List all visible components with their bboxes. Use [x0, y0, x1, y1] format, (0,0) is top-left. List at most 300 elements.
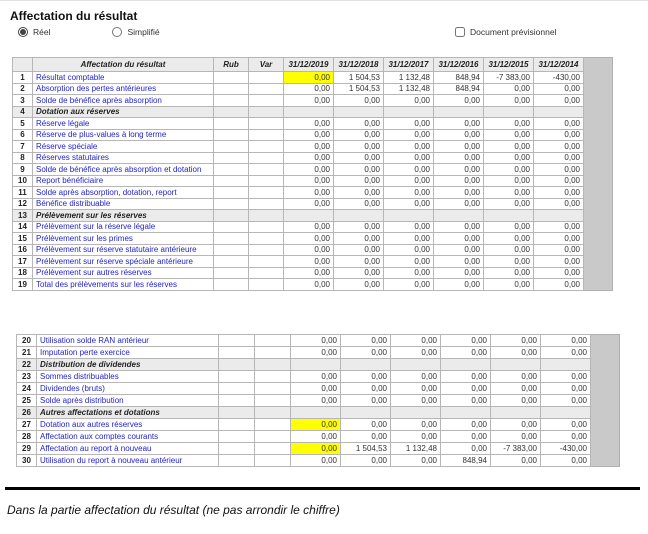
- value-cell[interactable]: 0,00: [441, 383, 491, 395]
- value-cell[interactable]: 0,00: [284, 244, 334, 256]
- value-cell[interactable]: 0,00: [541, 371, 591, 383]
- value-cell[interactable]: 0,00: [384, 129, 434, 141]
- value-cell[interactable]: 0,00: [291, 431, 341, 443]
- table-row: [13, 175, 584, 187]
- value-cell[interactable]: 0,00: [384, 267, 434, 279]
- var-cell[interactable]: [249, 152, 284, 164]
- value-cell[interactable]: 0,00: [491, 419, 541, 431]
- var-cell[interactable]: [255, 383, 291, 395]
- value-cell[interactable]: 0,00: [491, 335, 541, 347]
- value-cell[interactable]: 0,00: [291, 335, 341, 347]
- value-cell[interactable]: 0,00: [484, 198, 534, 210]
- table-row: [13, 164, 584, 176]
- value-cell[interactable]: 0,00: [384, 175, 434, 187]
- rub-cell[interactable]: [219, 335, 255, 347]
- var-cell[interactable]: [249, 198, 284, 210]
- allocation-table-lower-wrap: [16, 334, 620, 467]
- row-label: Absorption des pertes antérieures: [33, 83, 214, 95]
- value-cell[interactable]: 0,00: [434, 152, 484, 164]
- var-cell[interactable]: [249, 83, 284, 95]
- rub-cell[interactable]: [219, 443, 255, 455]
- radio-reel-input[interactable]: [18, 27, 28, 37]
- value-cell[interactable]: 0,00: [434, 129, 484, 141]
- allocation-table-upper: [12, 57, 584, 291]
- rub-cell[interactable]: [214, 244, 249, 256]
- value-cell[interactable]: 0,00: [534, 129, 584, 141]
- value-cell[interactable]: 0,00: [284, 267, 334, 279]
- value-cell[interactable]: 0,00: [334, 187, 384, 199]
- value-cell: [534, 106, 584, 118]
- value-cell[interactable]: 0,00: [284, 256, 334, 268]
- value-cell[interactable]: 0,00: [441, 431, 491, 443]
- table-row: [13, 256, 584, 268]
- value-cell[interactable]: 0,00: [391, 371, 441, 383]
- var-cell[interactable]: [249, 141, 284, 153]
- value-cell[interactable]: 848,94: [434, 83, 484, 95]
- var-cell[interactable]: [249, 279, 284, 291]
- value-cell[interactable]: 0,00: [441, 419, 491, 431]
- value-cell[interactable]: 0,00: [441, 347, 491, 359]
- row-number: 29: [17, 443, 37, 455]
- value-cell[interactable]: 0,00: [541, 383, 591, 395]
- value-cell[interactable]: 0,00: [284, 198, 334, 210]
- var-cell[interactable]: [249, 233, 284, 245]
- value-cell[interactable]: 0,00: [484, 279, 534, 291]
- value-cell[interactable]: 0,00: [284, 83, 334, 95]
- rub-cell[interactable]: [219, 371, 255, 383]
- var-cell[interactable]: [249, 267, 284, 279]
- value-cell[interactable]: 848,94: [441, 455, 491, 467]
- value-cell[interactable]: 0,00: [384, 95, 434, 107]
- value-cell: [484, 106, 534, 118]
- value-cell[interactable]: 0,00: [284, 279, 334, 291]
- value-cell[interactable]: -430,00: [534, 72, 584, 84]
- table-row: [13, 244, 584, 256]
- table-row: [13, 221, 584, 233]
- row-number: 28: [17, 431, 37, 443]
- value-cell: [491, 407, 541, 419]
- value-cell[interactable]: 0,00: [384, 152, 434, 164]
- table-right-gutter: [591, 334, 620, 467]
- value-cell[interactable]: 0,00: [534, 244, 584, 256]
- row-number: 18: [13, 267, 33, 279]
- value-cell[interactable]: 0,00: [534, 95, 584, 107]
- page-title: Affectation du résultat: [10, 9, 138, 23]
- var-cell[interactable]: [249, 187, 284, 199]
- value-cell: [441, 359, 491, 371]
- value-cell[interactable]: 0,00: [284, 95, 334, 107]
- var-cell: [255, 359, 291, 371]
- table-row: [13, 198, 584, 210]
- value-cell[interactable]: 0,00: [541, 455, 591, 467]
- value-cell[interactable]: 0,00: [484, 83, 534, 95]
- value-cell[interactable]: 0,00: [341, 455, 391, 467]
- value-cell[interactable]: 0,00: [291, 347, 341, 359]
- var-column-header: Var: [249, 58, 284, 72]
- value-cell[interactable]: 0,00: [284, 129, 334, 141]
- row-number: 30: [17, 455, 37, 467]
- value-cell[interactable]: 0,00: [291, 455, 341, 467]
- value-cell[interactable]: 0,00: [434, 279, 484, 291]
- value-cell[interactable]: 0,00: [434, 164, 484, 176]
- rub-cell[interactable]: [214, 221, 249, 233]
- rub-cell[interactable]: [219, 419, 255, 431]
- value-cell[interactable]: 0,00: [534, 164, 584, 176]
- value-cell[interactable]: 0,00: [434, 267, 484, 279]
- value-cell: [434, 106, 484, 118]
- row-label: Prélèvement sur réserve spéciale antérieure: [33, 256, 214, 268]
- value-cell[interactable]: 0,00: [384, 233, 434, 245]
- value-cell[interactable]: 0,00: [434, 187, 484, 199]
- table-right-gutter: [584, 57, 613, 291]
- year-header-2015: 31/12/2015: [484, 58, 534, 72]
- row-number: 22: [17, 359, 37, 371]
- value-cell[interactable]: 0,00: [484, 175, 534, 187]
- table-row: [13, 95, 584, 107]
- row-label: Prélèvement sur les réserves: [33, 210, 214, 222]
- value-cell[interactable]: 1 132,48: [391, 443, 441, 455]
- value-cell[interactable]: 0,00: [534, 141, 584, 153]
- value-cell[interactable]: 0,00: [391, 335, 441, 347]
- value-cell[interactable]: 0,00: [484, 129, 534, 141]
- value-cell[interactable]: -7 383,00: [484, 72, 534, 84]
- value-cell[interactable]: 0,00: [484, 187, 534, 199]
- var-cell[interactable]: [255, 347, 291, 359]
- value-cell[interactable]: 0,00: [484, 267, 534, 279]
- rub-cell[interactable]: [214, 141, 249, 153]
- value-cell[interactable]: 0,00: [534, 198, 584, 210]
- value-cell[interactable]: 0,00: [341, 335, 391, 347]
- var-cell[interactable]: [255, 443, 291, 455]
- value-cell-highlighted[interactable]: 0,00: [284, 72, 334, 84]
- value-cell[interactable]: 0,00: [484, 141, 534, 153]
- radio-simplifie[interactable]: [112, 27, 159, 37]
- var-cell[interactable]: [255, 431, 291, 443]
- radio-reel-label: Réel: [33, 27, 51, 37]
- value-cell[interactable]: 0,00: [484, 221, 534, 233]
- var-cell[interactable]: [255, 371, 291, 383]
- row-number: 1: [13, 72, 33, 84]
- rub-cell[interactable]: [214, 152, 249, 164]
- value-cell[interactable]: 0,00: [541, 347, 591, 359]
- table-row: [13, 279, 584, 291]
- value-cell[interactable]: 0,00: [334, 256, 384, 268]
- value-cell: [284, 210, 334, 222]
- value-cell[interactable]: 0,00: [284, 164, 334, 176]
- value-cell[interactable]: 0,00: [534, 279, 584, 291]
- value-cell[interactable]: 0,00: [534, 175, 584, 187]
- value-cell[interactable]: -7 383,00: [491, 443, 541, 455]
- value-cell[interactable]: 0,00: [334, 221, 384, 233]
- value-cell[interactable]: 0,00: [541, 335, 591, 347]
- section-row: [13, 106, 584, 118]
- value-cell: [391, 407, 441, 419]
- var-cell[interactable]: [255, 455, 291, 467]
- var-cell[interactable]: [249, 95, 284, 107]
- var-cell[interactable]: [255, 395, 291, 407]
- value-cell[interactable]: 1 504,53: [334, 72, 384, 84]
- value-cell[interactable]: 0,00: [334, 118, 384, 130]
- table-row: [17, 431, 591, 443]
- row-label: Réserve spéciale: [33, 141, 214, 153]
- value-cell[interactable]: 0,00: [384, 221, 434, 233]
- value-cell[interactable]: 0,00: [534, 152, 584, 164]
- value-cell[interactable]: -430,00: [541, 443, 591, 455]
- rub-cell[interactable]: [214, 279, 249, 291]
- value-cell[interactable]: 1 504,53: [334, 83, 384, 95]
- value-cell[interactable]: 0,00: [291, 395, 341, 407]
- value-cell[interactable]: 0,00: [491, 347, 541, 359]
- var-cell: [249, 210, 284, 222]
- rub-cell[interactable]: [214, 175, 249, 187]
- table-row: [17, 335, 591, 347]
- var-cell[interactable]: [249, 118, 284, 130]
- value-cell[interactable]: 0,00: [534, 187, 584, 199]
- mode-radio-group: [18, 27, 160, 37]
- row-label: Report bénéficiaire: [33, 175, 214, 187]
- value-cell[interactable]: 0,00: [484, 164, 534, 176]
- rub-cell[interactable]: [214, 233, 249, 245]
- value-cell: [334, 210, 384, 222]
- value-cell[interactable]: 0,00: [341, 383, 391, 395]
- value-cell[interactable]: 0,00: [534, 267, 584, 279]
- value-cell[interactable]: 0,00: [391, 395, 441, 407]
- value-cell[interactable]: 1 504,53: [341, 443, 391, 455]
- value-cell[interactable]: 0,00: [534, 256, 584, 268]
- value-cell-highlighted[interactable]: 0,00: [291, 419, 341, 431]
- row-number: 23: [17, 371, 37, 383]
- value-cell[interactable]: 0,00: [441, 371, 491, 383]
- value-cell[interactable]: 0,00: [491, 455, 541, 467]
- var-cell[interactable]: [249, 129, 284, 141]
- row-label: Réserve légale: [33, 118, 214, 130]
- rub-cell[interactable]: [219, 431, 255, 443]
- value-cell[interactable]: 0,00: [334, 152, 384, 164]
- row-label: Utilisation du report à nouveau antérieur: [37, 455, 219, 467]
- value-cell[interactable]: 0,00: [391, 347, 441, 359]
- value-cell[interactable]: 0,00: [284, 118, 334, 130]
- value-cell[interactable]: 0,00: [534, 83, 584, 95]
- value-cell[interactable]: 0,00: [541, 395, 591, 407]
- corner-header: [13, 58, 33, 72]
- rub-cell[interactable]: [214, 187, 249, 199]
- value-cell[interactable]: 0,00: [284, 175, 334, 187]
- row-label: Total des prélèvements sur les réserves: [33, 279, 214, 291]
- value-cell[interactable]: 0,00: [491, 371, 541, 383]
- radio-reel[interactable]: [18, 27, 50, 37]
- var-cell[interactable]: [255, 419, 291, 431]
- row-number: 17: [13, 256, 33, 268]
- row-number: 25: [17, 395, 37, 407]
- value-cell[interactable]: 0,00: [284, 233, 334, 245]
- value-cell[interactable]: 0,00: [484, 118, 534, 130]
- row-label: Autres affectations et dotations: [37, 407, 219, 419]
- row-number: 21: [17, 347, 37, 359]
- rub-cell: [219, 407, 255, 419]
- var-cell[interactable]: [249, 221, 284, 233]
- value-cell[interactable]: 0,00: [391, 431, 441, 443]
- value-cell[interactable]: 0,00: [341, 395, 391, 407]
- rub-cell[interactable]: [214, 198, 249, 210]
- value-cell[interactable]: 0,00: [284, 152, 334, 164]
- var-cell[interactable]: [249, 175, 284, 187]
- value-cell[interactable]: 0,00: [391, 455, 441, 467]
- rub-cell[interactable]: [214, 72, 249, 84]
- year-header-2019: 31/12/2019: [284, 58, 334, 72]
- var-cell: [255, 407, 291, 419]
- value-cell[interactable]: 0,00: [334, 129, 384, 141]
- row-label: Prélèvement sur autres réserves: [33, 267, 214, 279]
- table-row: [13, 233, 584, 245]
- value-cell[interactable]: 0,00: [384, 118, 434, 130]
- var-cell[interactable]: [249, 72, 284, 84]
- table-row: [13, 83, 584, 95]
- value-cell[interactable]: 0,00: [341, 347, 391, 359]
- row-label: Imputation perte exercice: [37, 347, 219, 359]
- value-cell[interactable]: 0,00: [384, 141, 434, 153]
- value-cell[interactable]: 0,00: [284, 187, 334, 199]
- value-cell: [491, 359, 541, 371]
- row-number: 12: [13, 198, 33, 210]
- value-cell[interactable]: 0,00: [534, 221, 584, 233]
- rub-cell[interactable]: [214, 118, 249, 130]
- value-cell[interactable]: 0,00: [434, 95, 484, 107]
- value-cell[interactable]: 0,00: [491, 395, 541, 407]
- rub-cell[interactable]: [214, 129, 249, 141]
- table-row: [13, 129, 584, 141]
- value-cell[interactable]: 0,00: [341, 371, 391, 383]
- row-label: Prélèvement sur les primes: [33, 233, 214, 245]
- value-cell[interactable]: 0,00: [334, 95, 384, 107]
- document-previsionnel-input[interactable]: [455, 27, 465, 37]
- rub-cell[interactable]: [219, 455, 255, 467]
- value-cell[interactable]: 0,00: [384, 244, 434, 256]
- value-cell[interactable]: 848,94: [434, 72, 484, 84]
- value-cell: [341, 407, 391, 419]
- value-cell[interactable]: 0,00: [534, 118, 584, 130]
- rub-cell[interactable]: [219, 383, 255, 395]
- rub-cell[interactable]: [214, 164, 249, 176]
- var-cell: [249, 106, 284, 118]
- value-cell[interactable]: 0,00: [334, 244, 384, 256]
- value-cell[interactable]: 0,00: [284, 141, 334, 153]
- value-cell[interactable]: 0,00: [434, 141, 484, 153]
- value-cell-highlighted[interactable]: 0,00: [291, 443, 341, 455]
- value-cell[interactable]: 0,00: [341, 431, 391, 443]
- value-cell[interactable]: 0,00: [341, 419, 391, 431]
- value-cell[interactable]: 0,00: [491, 431, 541, 443]
- rub-cell: [219, 359, 255, 371]
- var-cell[interactable]: [255, 335, 291, 347]
- var-cell[interactable]: [249, 164, 284, 176]
- value-cell[interactable]: 0,00: [434, 256, 484, 268]
- value-cell: [384, 210, 434, 222]
- value-cell[interactable]: 0,00: [484, 256, 534, 268]
- var-cell[interactable]: [249, 244, 284, 256]
- value-cell[interactable]: 0,00: [434, 221, 484, 233]
- value-cell[interactable]: 0,00: [291, 371, 341, 383]
- row-number: 16: [13, 244, 33, 256]
- value-cell[interactable]: 0,00: [284, 221, 334, 233]
- row-label: Dividendes (bruts): [37, 383, 219, 395]
- value-cell[interactable]: 0,00: [541, 419, 591, 431]
- rub-cell[interactable]: [214, 83, 249, 95]
- value-cell[interactable]: 0,00: [534, 233, 584, 245]
- table-row: [13, 141, 584, 153]
- value-cell[interactable]: 0,00: [441, 395, 491, 407]
- rub-cell[interactable]: [214, 256, 249, 268]
- value-cell[interactable]: 0,00: [434, 233, 484, 245]
- value-cell[interactable]: 0,00: [441, 335, 491, 347]
- checkbox-document-previsionnel[interactable]: [455, 27, 556, 37]
- value-cell[interactable]: 0,00: [434, 244, 484, 256]
- rub-cell[interactable]: [219, 395, 255, 407]
- row-number: 5: [13, 118, 33, 130]
- table-row: [13, 187, 584, 199]
- value-cell[interactable]: 1 132,48: [384, 83, 434, 95]
- value-cell[interactable]: 0,00: [384, 256, 434, 268]
- value-cell[interactable]: 0,00: [384, 198, 434, 210]
- rub-cell[interactable]: [214, 267, 249, 279]
- value-cell[interactable]: 0,00: [484, 152, 534, 164]
- value-cell[interactable]: 0,00: [334, 267, 384, 279]
- value-cell[interactable]: 1 132,48: [384, 72, 434, 84]
- value-cell[interactable]: 0,00: [491, 383, 541, 395]
- row-number: 13: [13, 210, 33, 222]
- value-cell[interactable]: 0,00: [434, 198, 484, 210]
- value-cell[interactable]: 0,00: [541, 431, 591, 443]
- value-cell[interactable]: 0,00: [334, 198, 384, 210]
- radio-simplifie-input[interactable]: [112, 27, 122, 37]
- value-cell[interactable]: 0,00: [334, 164, 384, 176]
- table-row: [17, 347, 591, 359]
- value-cell[interactable]: 0,00: [434, 175, 484, 187]
- mode-controls: [0, 27, 648, 43]
- value-cell[interactable]: 0,00: [484, 233, 534, 245]
- row-label: Solde de bénéfice après absorption et dotation: [33, 164, 214, 176]
- value-cell[interactable]: 0,00: [384, 187, 434, 199]
- value-cell[interactable]: 0,00: [391, 419, 441, 431]
- row-label: Résultat comptable: [33, 72, 214, 84]
- var-cell[interactable]: [249, 256, 284, 268]
- value-cell[interactable]: 0,00: [384, 279, 434, 291]
- value-cell[interactable]: 0,00: [334, 279, 384, 291]
- value-cell[interactable]: 0,00: [434, 118, 484, 130]
- value-cell[interactable]: 0,00: [384, 164, 434, 176]
- table-row: [13, 267, 584, 279]
- value-cell[interactable]: 0,00: [334, 233, 384, 245]
- row-number: 4: [13, 106, 33, 118]
- value-cell[interactable]: 0,00: [484, 95, 534, 107]
- row-number: 6: [13, 129, 33, 141]
- value-cell[interactable]: 0,00: [334, 141, 384, 153]
- row-label: Dotation aux autres réserves: [37, 419, 219, 431]
- value-cell[interactable]: 0,00: [334, 175, 384, 187]
- row-label: Réserves statutaires: [33, 152, 214, 164]
- row-number: 7: [13, 141, 33, 153]
- row-number: 27: [17, 419, 37, 431]
- rub-cell[interactable]: [219, 347, 255, 359]
- value-cell[interactable]: 0,00: [291, 383, 341, 395]
- value-cell[interactable]: 0,00: [484, 244, 534, 256]
- header-row: [13, 58, 584, 72]
- year-header-2018: 31/12/2018: [334, 58, 384, 72]
- table-row: [17, 455, 591, 467]
- value-cell: [541, 359, 591, 371]
- value-cell[interactable]: 0,00: [441, 443, 491, 455]
- rub-cell[interactable]: [214, 95, 249, 107]
- value-cell[interactable]: 0,00: [391, 383, 441, 395]
